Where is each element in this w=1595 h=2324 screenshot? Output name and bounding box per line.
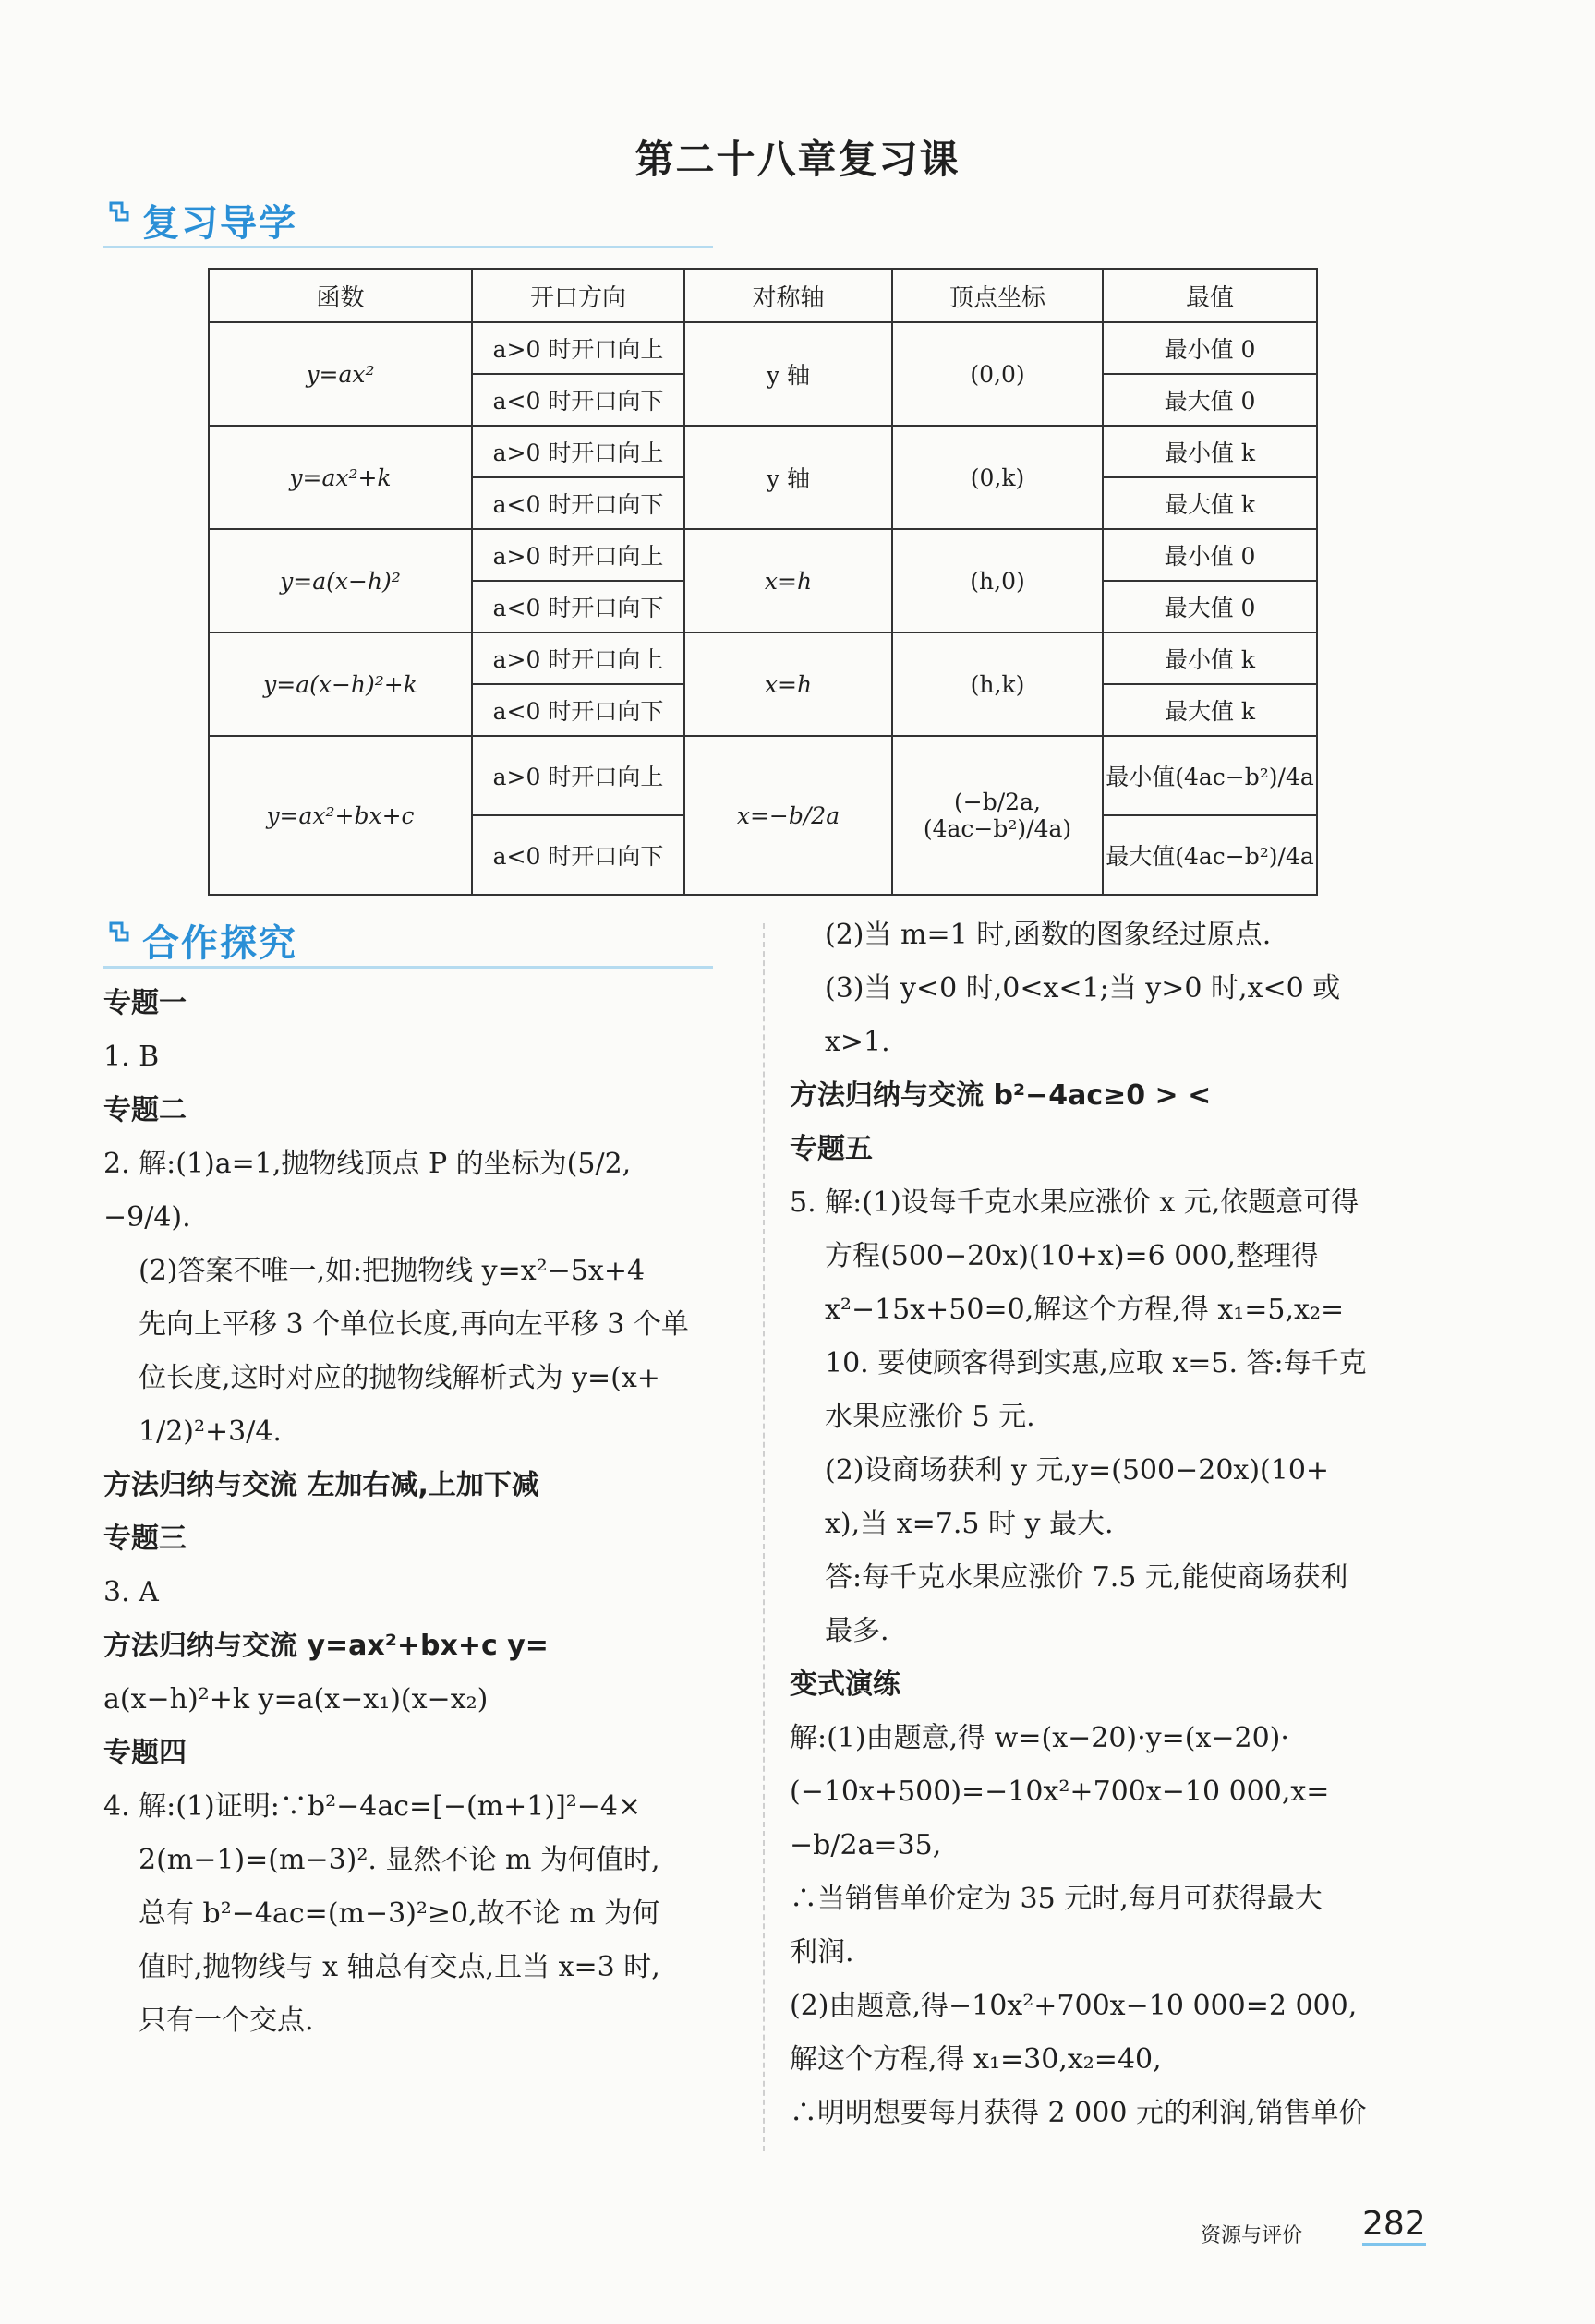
table-header: 函数: [209, 269, 472, 322]
page-title: 第二十八章复习课: [634, 137, 961, 182]
text-line: 5. 解:(1)设每千克水果应涨价 x 元,依题意可得: [790, 1186, 1359, 1219]
table-cell: y=ax²: [209, 322, 472, 426]
table-header: 开口方向: [472, 269, 684, 322]
text-line: 4. 解:(1)证明:∵b²−4ac=[−(m+1)]²−4×: [103, 1790, 642, 1823]
text-line: 解:(1)由题意,得 w=(x−20)·y=(x−20)·: [790, 1722, 1289, 1754]
text-line: (2)由题意,得−10x²+700x−10 000=2 000,: [790, 1990, 1358, 2022]
table-cell: a>0 时开口向上: [472, 632, 684, 684]
heading-line: 专题二: [103, 1094, 187, 1126]
table-cell: (0,k): [892, 426, 1103, 529]
text-line: 值时,抛物线与 x 轴总有交点,且当 x=3 时,: [139, 1951, 660, 1983]
table-header: 顶点坐标: [892, 269, 1103, 322]
text-line: ∴当销售单价定为 35 元时,每月可获得最大: [790, 1883, 1323, 1915]
text-line: a(x−h)²+k y=a(x−x₁)(x−x₂): [103, 1683, 489, 1716]
table-cell: 最大值 0: [1103, 581, 1317, 632]
section-cooperative-inquiry: [103, 914, 713, 969]
text-line: (2)答案不唯一,如:把抛物线 y=x²−5x+4: [139, 1255, 646, 1287]
table-cell: y=a(x−h)²+k: [209, 632, 472, 736]
section-title: 复习导学: [142, 202, 297, 245]
text-line: 最多.: [825, 1615, 889, 1647]
table-cell: a>0 时开口向上: [472, 529, 684, 581]
text-line: x²−15x+50=0,解这个方程,得 x₁=5,x₂=: [825, 1294, 1345, 1326]
heading-line: 方法归纳与交流 y=ax²+bx+c y=: [103, 1630, 549, 1662]
table-cell: y=ax²+k: [209, 426, 472, 529]
table-cell: (h,k): [892, 632, 1103, 736]
text-line: 先向上平移 3 个单位长度,再向左平移 3 个单: [139, 1308, 689, 1341]
table-cell: 最小值 k: [1103, 632, 1317, 684]
text-line: 答:每千克水果应涨价 7.5 元,能使商场获利: [825, 1561, 1348, 1594]
heading-line: 专题四: [103, 1737, 187, 1769]
table-cell: y 轴: [684, 426, 892, 529]
text-line: (3)当 y<0 时,0<x<1;当 y>0 时,x<0 或: [825, 972, 1341, 1005]
bookmark-icon: [109, 921, 129, 942]
table-cell: 最大值 k: [1103, 684, 1317, 736]
section-review-guide: [103, 194, 713, 248]
heading-line: 方法归纳与交流 左加右减,上加下减: [103, 1469, 539, 1501]
table-cell: (−b/2a, (4ac−b²)/4a): [892, 736, 1103, 895]
column-divider: [763, 923, 765, 2151]
left-column: [103, 977, 750, 2048]
text-line: 水果应涨价 5 元.: [825, 1401, 1035, 1433]
text-line: 3. A: [103, 1576, 159, 1608]
table-header: 对称轴: [684, 269, 892, 322]
table-header: 最值: [1103, 269, 1317, 322]
footer-text: 资源与评价: [1201, 2224, 1303, 2247]
text-line: 10. 要使顾客得到实惠,应取 x=5. 答:每千克: [825, 1347, 1367, 1379]
right-column: [790, 909, 1436, 2140]
table-cell: 最大值(4ac−b²)/4a: [1103, 815, 1317, 895]
table-cell: y=ax²+bx+c: [209, 736, 472, 895]
table-cell: a<0 时开口向下: [472, 684, 684, 736]
text-line: −b/2a=35,: [790, 1829, 942, 1861]
table-cell: (0,0): [892, 322, 1103, 426]
summary-table: [208, 268, 1318, 896]
heading-line: 变式演练: [790, 1668, 900, 1701]
section-title: 合作探究: [142, 922, 297, 965]
table-cell: 最小值(4ac−b²)/4a: [1103, 736, 1317, 815]
table-cell: x=h: [684, 632, 892, 736]
text-line: 利润.: [790, 1936, 854, 1969]
table-cell: a<0 时开口向下: [472, 477, 684, 529]
text-line: 1/2)²+3/4.: [139, 1415, 282, 1448]
page-number: 282: [1362, 2205, 1426, 2246]
text-line: 1. B: [103, 1041, 160, 1073]
table-cell: a<0 时开口向下: [472, 581, 684, 632]
table-cell: a<0 时开口向下: [472, 815, 684, 895]
text-line: 解这个方程,得 x₁=30,x₂=40,: [790, 2043, 1162, 2076]
text-line: 2(m−1)=(m−3)². 显然不论 m 为何值时,: [139, 1844, 660, 1876]
text-line: (2)当 m=1 时,函数的图象经过原点.: [825, 919, 1272, 951]
text-line: x),当 x=7.5 时 y 最大.: [825, 1508, 1114, 1540]
heading-line: 方法归纳与交流 b²−4ac≥0 > <: [790, 1079, 1212, 1112]
table-cell: a>0 时开口向上: [472, 426, 684, 477]
table-cell: a>0 时开口向上: [472, 322, 684, 374]
text-line: 位长度,这时对应的抛物线解析式为 y=(x+: [139, 1362, 660, 1394]
table-cell: 最小值 k: [1103, 426, 1317, 477]
text-line: 2. 解:(1)a=1,抛物线顶点 P 的坐标为(5/2,: [103, 1148, 632, 1180]
table-cell: a<0 时开口向下: [472, 374, 684, 426]
text-line: 方程(500−20x)(10+x)=6 000,整理得: [825, 1240, 1320, 1272]
text-line: 只有一个交点.: [139, 2005, 314, 2037]
text-line: −9/4).: [103, 1201, 191, 1234]
table-cell: a>0 时开口向上: [472, 736, 684, 815]
text-line: 总有 b²−4ac=(m−3)²≥0,故不论 m 为何: [139, 1897, 660, 1930]
table-cell: x=−b/2a: [684, 736, 892, 895]
table-cell: 最小值 0: [1103, 322, 1317, 374]
table-cell: (h,0): [892, 529, 1103, 632]
table-cell: y 轴: [684, 322, 892, 426]
table-cell: 最大值 0: [1103, 374, 1317, 426]
bookmark-icon: [109, 201, 129, 222]
table-cell: x=h: [684, 529, 892, 632]
heading-line: 专题五: [790, 1133, 873, 1165]
text-line: ∴明明想要每月获得 2 000 元的利润,销售单价: [790, 2097, 1367, 2129]
text-line: (2)设商场获利 y 元,y=(500−20x)(10+: [825, 1454, 1330, 1487]
heading-line: 专题三: [103, 1523, 187, 1555]
table-cell: 最小值 0: [1103, 529, 1317, 581]
table-cell: y=a(x−h)²: [209, 529, 472, 632]
text-line: x>1.: [825, 1026, 890, 1058]
table-cell: 最大值 k: [1103, 477, 1317, 529]
text-line: (−10x+500)=−10x²+700x−10 000,x=: [790, 1776, 1330, 1808]
heading-line: 专题一: [103, 987, 187, 1019]
